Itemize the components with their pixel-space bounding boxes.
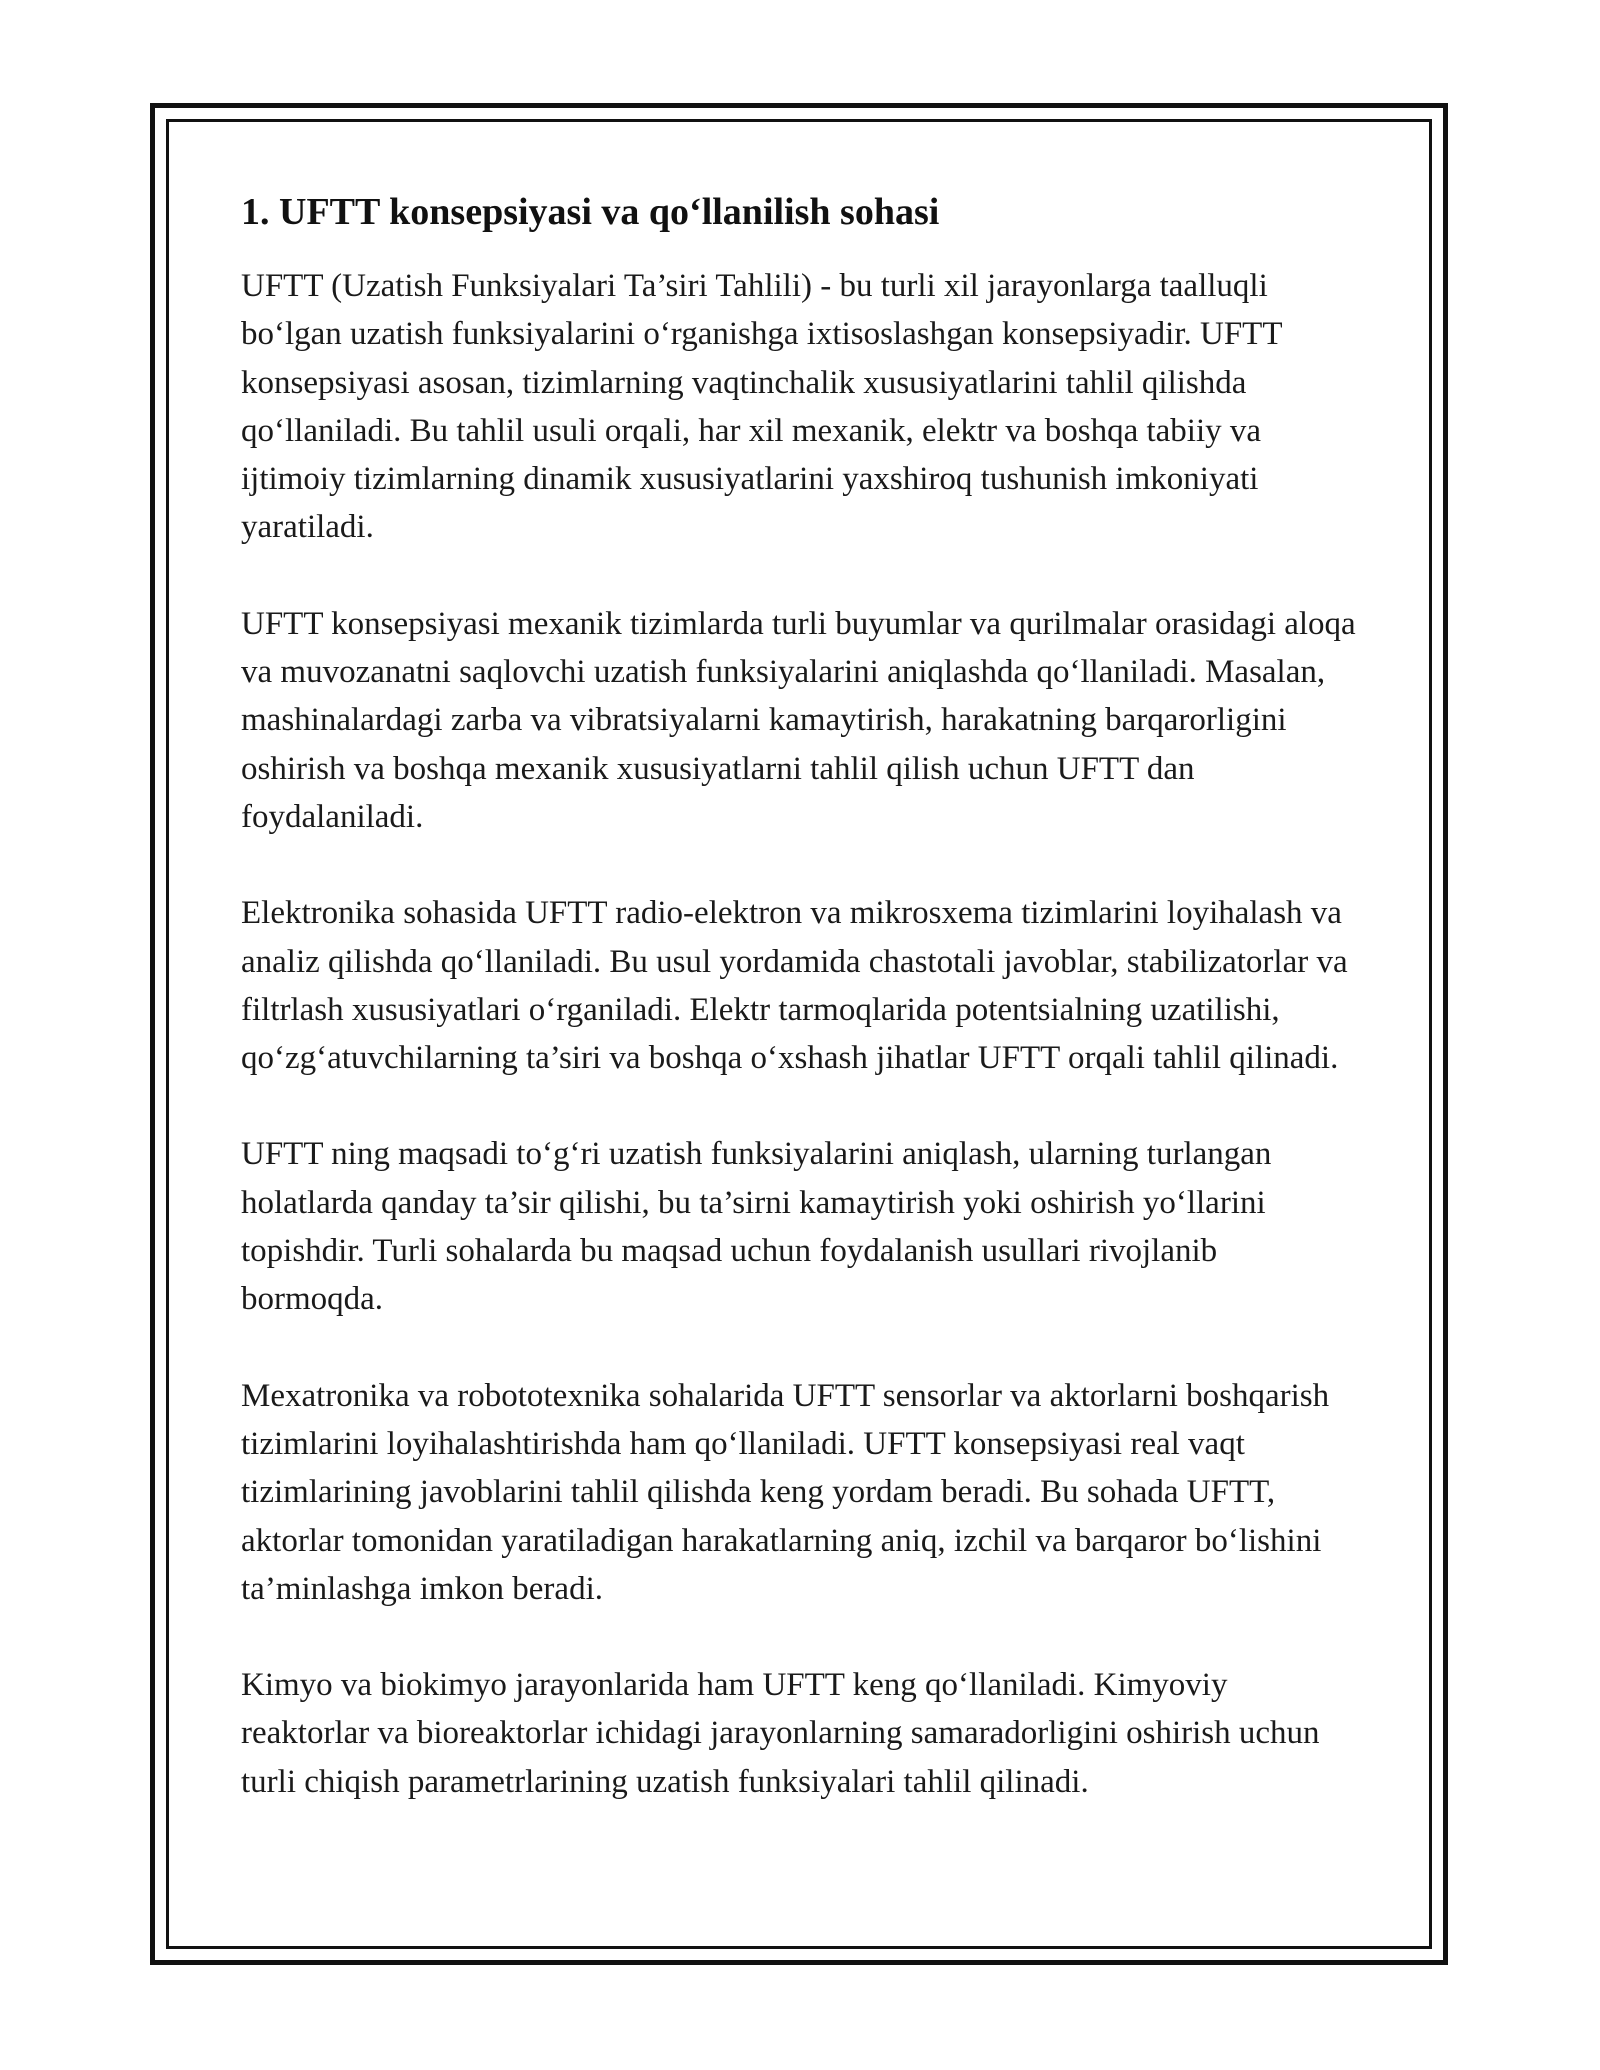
paragraph-mechatronics: Mexatronika va robototexnika sohalarida UFTT sensorlar va aktorlarni boshqarish tizimlarini loyihalashtirishda ham qo‘llaniladi. UFTT konsepsiyasi real vaqt tizimlarining javoblarini tahlil qilishda keng yordam beradi. Bu sohada UFTT, aktorlar tomonidan yaratiladigan harakatlarning aniq, izchil va barqaror bo‘lishini ta’minlashga imkon beradi. xyxy=(241,1377,1330,1607)
paragraph-mechanical-systems: UFTT konsepsiyasi mexanik tizimlarda turli buyumlar va qurilmalar orasidagi aloqa va muvozanatni saqlovchi uzatish funksiyalarini aniqlashda qo‘llaniladi. Masalan, mashinalardagi zarba va vibratsiyalarni kamaytirish, harakatning barqarorligini oshirish va boshqa mexanik xususiyatlarni tahlil qilish uchun UFTT dan foydalaniladi. xyxy=(241,605,1356,835)
page-border-outer xyxy=(150,103,1448,1965)
page-content xyxy=(241,188,1356,1806)
paragraph-definition: UFTT (Uzatish Funksiyalari Ta’siri Tahlili) - bu turli xil jarayonlarga taalluqli bo‘lgan uzatish funksiyalarini o‘rganishga ixtisoslashgan konsepsiyadir. UFTT konsepsiyasi asosan, tizimlarning vaqtinchalik xususiyatlarini tahlil qilishda qo‘llaniladi. Bu tahlil usuli orqali, har xil mexanik, elektr va boshqa tabiiy va ijtimoiy tizimlarning dinamik xususiyatlarini yaxshiroq tushunish imkoniyati yaratiladi. xyxy=(241,268,1282,546)
paragraph-electronics: Elektronika sohasida UFTT radio-elektron va mikrosxema tizimlarini loyihalash va analiz qilishda qo‘llaniladi. Bu usul yordamida chastotali javoblar, stabilizatorlar va filtrlash xususiyatlari o‘rganiladi. Elektr tarmoqlarida potentsialning uzatilishi, qo‘zg‘atuvchilarning ta’siri va boshqa o‘xshash jihatlar UFTT orqali tahlil qilinadi. xyxy=(241,895,1348,1077)
paragraph-chemistry: Kimyo va biokimyo jarayonlarida ham UFTT keng qo‘llaniladi. Kimyoviy reaktorlar va bioreaktorlar ichidagi jarayonlarning samaradorligini oshirish uchun turli chiqish parametrlarining uzatish funksiyalari tahlil qilinadi. xyxy=(241,1667,1320,1800)
section-title: 1. UFTT konsepsiyasi va qo‘llanilish sohasi xyxy=(241,191,940,233)
paragraph-purpose: UFTT ning maqsadi to‘g‘ri uzatish funksiyalarini aniqlash, ularning turlangan holatlarda qanday ta’sir qilishi, bu ta’sirni kamaytirish yoki oshirish yo‘llarini topishdir. Turli sohalarda bu maqsad uchun foydalanish usullari rivojlanib bormoqda. xyxy=(241,1136,1272,1318)
